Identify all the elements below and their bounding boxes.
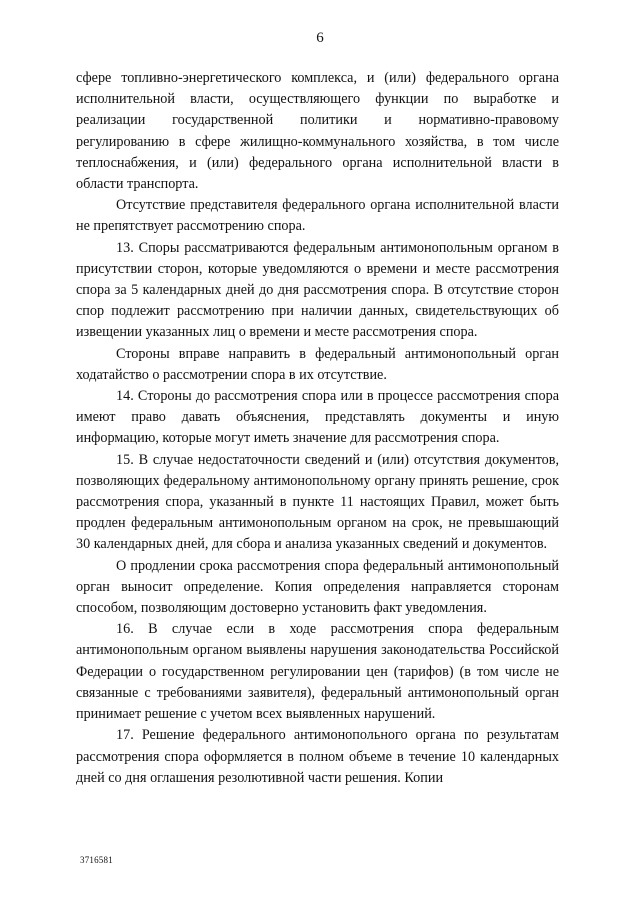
paragraph-item-14: 14. Стороны до рассмотрения спора или в процессе рассмотрения спора имеют право давать объяснения, представлять документы и иную информацию, которые могут иметь значение для рассмотрения спора. [76, 388, 559, 447]
paragraph-continuation: сфере топливно-энергетического комплекса, и (или) федерального органа исполнительной власти, осуществляющего функции по выработке и реализации государственной политики и нормативно-правовому регулированию в сфере жилищно-коммунального хозяйства, в том числе теплоснабжения, и (или) федерального органа исполнительной власти в области транспорта. [76, 70, 559, 193]
paragraph-absence-of-representative: Отсутствие представителя федерального органа исполнительной власти не препятствует рассмотрению спора. [76, 197, 559, 235]
paragraph-item-15: 15. В случае недостаточности сведений и (или) отсутствия документов, позволяющих федеральному антимонопольному органу принять решение, срок рассмотрения спора, указанный в пункте 11 настоящих Правил, может быть продлен федеральным антимонопольным органом на срок, не превышающий 30 календарных дней, для сбора и анализа указанных сведений и документов. [76, 451, 559, 553]
page-number: 6 [316, 30, 324, 46]
document-code: 3716581 [80, 855, 113, 865]
paragraph-item-13: 13. Споры рассматриваются федеральным антимонопольным органом в присутствии сторон, которые уведомляются о времени и месте рассмотрения спора за 5 календарных дней до дня рассмотрения спора. В отсутствие сторон спор подлежит рассмотрению при наличии данных, свидетельствующих об извещении указанных лиц о времени и месте рассмотрения спора. [76, 239, 559, 341]
paragraph-parties-petition: Стороны вправе направить в федеральный антимонопольный орган ходатайство о рассмотрении спора в их отсутствие. [76, 345, 559, 383]
paragraph-extension-ruling: О продлении срока рассмотрения спора федеральный антимонопольный орган выносит определение. Копия определения направляется сторонам способом, позволяющим достоверно установить факт уведомления. [76, 557, 559, 617]
paragraph-item-17: 17. Решение федерального антимонопольного органа по результатам рассмотрения спора оформляется в полном объеме в течение 10 календарных дней со дня оглашения резолютивной части решения. Копии [76, 727, 559, 786]
paragraph-item-16: 16. В случае если в ходе рассмотрения спора федеральным антимонопольным органом выявлены нарушения законодательства Российской Федерации о государственном регулировании цен (тарифов) (в том числе не связанные с требованиями заявителя), федеральный антимонопольный орган принимает решение с учетом всех выявленных нарушений. [76, 621, 559, 723]
document-body [76, 68, 559, 789]
